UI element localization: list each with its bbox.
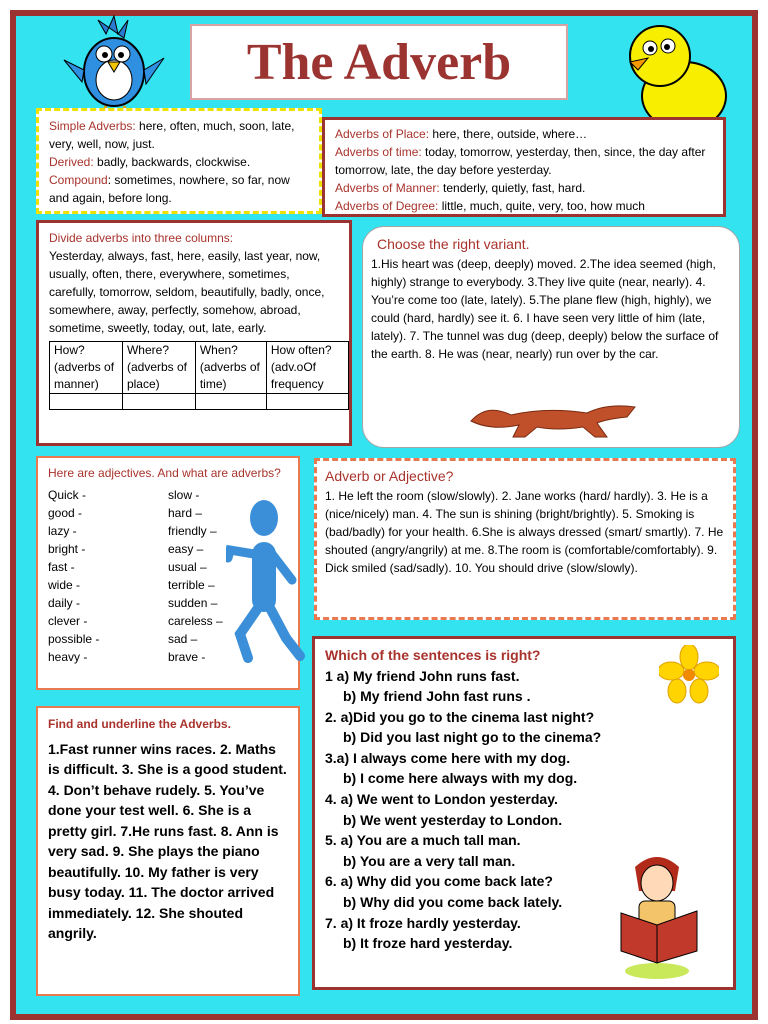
derived-label: Derived:	[49, 155, 94, 169]
adjective-item: usual –	[168, 560, 207, 574]
adjective-item: brave -	[168, 650, 206, 664]
adverb-columns-table	[49, 341, 349, 410]
choose-heading: Choose the right variant.	[377, 236, 530, 252]
adjective-item: clever -	[48, 614, 88, 628]
blue-bird-illustration	[58, 12, 170, 120]
choose-variant-box	[362, 226, 740, 448]
column-how-often: How often? (adv.oOf frequency	[266, 342, 348, 394]
time-label: Adverbs of time:	[335, 145, 422, 159]
sentence-option: b) You are a very tall man.	[343, 852, 516, 869]
sentence-option: 6. a) Why did you come back late?	[325, 873, 553, 890]
adjectives-heading: Here are adjectives. And what are adverbs?	[48, 466, 281, 480]
which-heading: Which of the sentences is right?	[325, 647, 541, 663]
adjective-item: daily -	[48, 596, 81, 610]
sentence-option: 3.a) I always come here with my dog.	[325, 749, 571, 766]
answer-cell[interactable]	[195, 394, 266, 410]
sentence-option: 5. a) You are a much tall man.	[325, 832, 521, 849]
adjective-item: wide -	[48, 578, 81, 592]
adjective-item: fast -	[48, 560, 75, 574]
find-text: 1.Fast runner wins races. 2. Maths is difficult. 3. She is a good student. 4. Don’t behave rudely. 5. You’ve done your test well. 6. She is a pretty girl. 7.He runs fast. 8. Ann is very sad. 9. She plays the piano beautifully. 10. My father is very busy today. 11. The doctor arrived immediately. 12. She shouted angrily.	[48, 740, 287, 941]
adjective-item: sudden –	[168, 596, 218, 610]
flower-illustration	[659, 645, 719, 705]
sentence-option: 2. a)Did you go to the cinema last night?	[325, 708, 595, 725]
answer-cell[interactable]	[122, 394, 195, 410]
find-heading: Find and underline the Adverbs.	[48, 717, 231, 731]
adjective-item: terrible –	[168, 578, 215, 592]
manner-text: tenderly, quietly, fast, hard.	[439, 181, 586, 195]
sentence-option: b) Why did you come back lately.	[343, 894, 563, 911]
derived-text: badly, backwards, clockwise.	[93, 155, 251, 169]
simple-label: Simple Adverbs:	[49, 119, 136, 133]
sentence-option: b) Did you last night go to the cinema?	[343, 729, 602, 746]
reading-girl-illustration	[617, 851, 703, 981]
answer-cell[interactable]	[50, 394, 123, 410]
adjective-item: good -	[48, 506, 83, 520]
manner-label: Adverbs of Manner:	[335, 181, 440, 195]
fox-illustration	[467, 397, 641, 441]
choose-text: 1.His heart was (deep, deeply) moved. 2.The idea seemed (high, highly) strange to everybody. 3.They live quite (near, nearly). 4. You’re come too (late, lately). 5.The plane flew (high, highly), we could (hard, hardly) see it. 6. I have seen very little of him (late, lately). 7. The tunnel was dug (deep, deeply) below the surface of the earth. 8. He was (near, nearly) run over by the car.	[371, 257, 719, 361]
divide-heading: Divide adverbs into three columns:	[49, 231, 234, 245]
adverb-kinds-box	[322, 117, 726, 217]
title-box	[190, 24, 568, 100]
adjective-item: sad –	[168, 632, 198, 646]
running-man-illustration	[226, 498, 306, 666]
place-text: here, there, outside, where…	[429, 127, 588, 141]
adverb-or-adjective-box	[314, 458, 736, 620]
compound-label: Compound	[49, 173, 108, 187]
adjective-item: heavy -	[48, 650, 88, 664]
adjective-item: bright -	[48, 542, 86, 556]
adverb-or-adjective-heading: Adverb or Adjective?	[325, 468, 454, 484]
sentence-option: 1 a) My friend John runs fast.	[325, 667, 520, 684]
sentence-option: b) We went yesterday to London.	[343, 811, 563, 828]
sentence-option: 7. a) It froze hardly yesterday.	[325, 914, 521, 931]
adverb-or-adjective-text: 1. He left the room (slow/slowly). 2. Jane works (hard/ hardly). 3. He is a (nice/nicely) man. 4. The sun is shining (bright/brightly). 5. Smoking is (bad/badly) for your health. 6.She is always dressed (smart/ smartly). 7. He shouted (angry/angrily) at me. 8.The room is (comfortable/comfortably). 9. Dick smiled (sad/sadly). 10. You should drive (slow/slowly).	[325, 489, 724, 575]
adjective-item: hard –	[168, 506, 203, 520]
degree-label: Adverbs of Degree:	[335, 199, 439, 213]
adjective-item: slow -	[168, 488, 200, 502]
adjective-item: easy –	[168, 542, 204, 556]
page-title: The Adverb	[246, 33, 512, 91]
adjective-item: friendly –	[168, 524, 217, 538]
column-where: Where? (adverbs of place)	[122, 342, 195, 394]
find-adverbs-box	[36, 706, 300, 996]
simple-adverbs-box	[36, 108, 322, 214]
answer-cell[interactable]	[266, 394, 348, 410]
adjective-item: careless –	[168, 614, 223, 628]
degree-text: little, much, quite, very, too, how much	[438, 199, 645, 213]
compound-text: : sometimes, nowhere, so far, now and again, before long.	[49, 173, 290, 205]
adjective-item: Quick -	[48, 488, 87, 502]
adjective-item: lazy -	[48, 524, 77, 538]
column-how: How? (adverbs of manner)	[50, 342, 123, 394]
adjectives-box	[36, 456, 300, 690]
place-label: Adverbs of Place:	[335, 127, 430, 141]
time-text: today, tomorrow, yesterday, then, since, the day after tomorrow, late, the day before yesterday.	[335, 145, 706, 177]
divide-adverbs-box	[36, 220, 352, 446]
sentence-option: 4. a) We went to London yesterday.	[325, 791, 558, 808]
sentence-option: b) It froze hard yesterday.	[343, 935, 513, 952]
sentence-option: b) I come here always with my dog.	[343, 770, 578, 787]
column-when: When? (adverbs of time)	[195, 342, 266, 394]
which-sentence-box	[312, 636, 736, 990]
sentence-option: b) My friend John fast runs .	[343, 688, 531, 705]
adjective-item: possible -	[48, 632, 100, 646]
simple-text: here, often, much, soon, late, very, well, now, just.	[49, 119, 295, 151]
divide-word-list: Yesterday, always, fast, here, easily, last year, now, usually, often, there, everywhere, sometimes, carefully, tomorrow, seldom, beautifully, badly, once, somewhere, away, perfectly, somehow, abroad, sometime, sweetly, today, out, late, early.	[49, 249, 325, 335]
